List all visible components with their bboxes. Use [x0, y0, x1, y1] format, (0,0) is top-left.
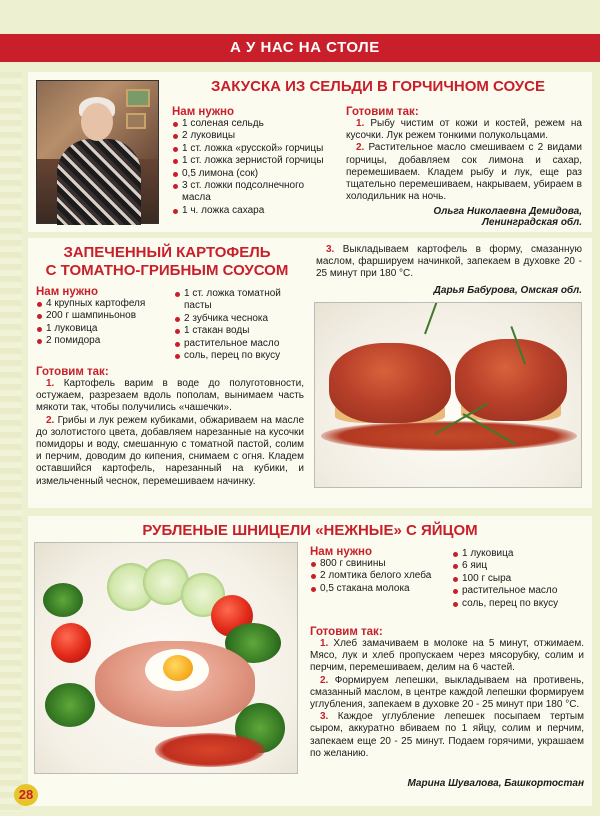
section-title: А У НАС НА СТОЛЕ	[230, 39, 380, 56]
schnitzel-dish-photo	[34, 542, 298, 774]
ingredient-item: 0,5 лимона (сок)	[172, 168, 332, 180]
step-text: Каждое углубление лепешек посыпаем тертым сыром, аккуратно вбиваем по 1 яйцу, солим и перчим, запекаем еще 20 - 25 минут. Подаем горячими, украшаем по желанию.	[310, 711, 584, 759]
recipe-title: РУБЛЕНЫЕ ШНИЦЕЛИ «НЕЖНЫЕ» С ЯЙЦОМ	[142, 522, 478, 539]
recipe-title	[32, 244, 302, 280]
step-number: 2.	[356, 142, 369, 154]
ingredients-block	[172, 106, 332, 217]
recipe-step	[310, 638, 584, 675]
ingredient-item: 1 ст. ложка томатной пасты	[174, 288, 304, 313]
ingredient-item: 1 ст. ложка зернистой горчицы	[172, 155, 332, 167]
recipe-title: ЗАКУСКА ИЗ СЕЛЬДИ В ГОРЧИЧНОМ СОУСЕ	[211, 78, 545, 95]
steps-block	[310, 626, 584, 760]
step-text: Выкладываем картофель в форму, смазанную маслом, фаршируем начинкой, запекаем в духовке 20 - 25 минут при 180 °С.	[316, 244, 582, 280]
recipe-step	[310, 675, 584, 712]
step-text: Формируем лепешки, выкладываем на противень, смазанный маслом, в центре каждой лепешки формируем углубления, запекаем в духовке 20 - 25 минут при 180 °С.	[310, 674, 584, 711]
steps-list	[36, 378, 304, 488]
step-3	[316, 244, 582, 281]
ingredient-item: 200 г шампиньонов	[36, 310, 171, 322]
ingredients-label: Нам нужно	[36, 286, 99, 298]
step-3-block	[316, 244, 582, 296]
recipe-step	[36, 378, 304, 415]
ingredient-item: 1 соленая сельдь	[172, 118, 332, 130]
step-text: Рыбу чистим от кожи и костей, режем на кусочки. Лук режем тонкими полукольцами.	[346, 118, 582, 142]
step-text: Растительное масло смешиваем с 2 видами горчицы, добавляем сок лимона и сахар, перемешиваем. Кладем рыбу и лук, еще раз тщательно перемешиваем, накрываем, убираем в холодильник на ночь.	[346, 142, 582, 203]
ingredients-list-left	[310, 558, 445, 595]
recipe-title-line2: С ТОМАТНО-ГРИБНЫМ СОУСОМ	[45, 262, 289, 279]
ingredient-item: 2 луковицы	[172, 130, 332, 142]
ingredient-item: 2 помидора	[36, 335, 171, 347]
corner-ornament-icon	[24, 34, 48, 62]
step-number: 3.	[320, 711, 338, 723]
ingredients-label: Нам нужно	[172, 106, 235, 118]
potato-dish-photo	[314, 302, 582, 488]
steps-block	[346, 106, 582, 228]
steps-label: Готовим так:	[36, 366, 109, 378]
steps-list	[310, 638, 584, 760]
ingredient-item: растительное масло	[452, 585, 584, 597]
recipe-step	[346, 118, 582, 142]
ingredient-item: 6 яиц	[452, 560, 584, 572]
ingredient-item: 2 зубчика чеснока	[174, 313, 304, 325]
decorative-stripe	[0, 72, 22, 812]
author-region: Ленинградская обл.	[482, 217, 582, 229]
recipe-step	[36, 415, 304, 488]
ingredient-item: 1 ч. ложка сахара	[172, 205, 332, 217]
ingredient-item: соль, перец по вкусу	[174, 350, 304, 362]
steps-block	[36, 366, 304, 488]
author-name: Дарья Бабурова, Омская обл.	[433, 284, 582, 296]
ingredients-right	[174, 288, 304, 362]
step-text: Картофель варим в воде до полуготовности, остужаем, разрезаем вдоль пополам, вынимаем часть мякоти так, чтобы получились «чашечки».	[36, 378, 304, 414]
author-photo	[36, 80, 159, 224]
ingredients-list-right	[452, 548, 584, 610]
ingredients-list-right	[174, 288, 304, 362]
ingredient-item: 2 ломтика белого хлеба	[310, 570, 445, 582]
ingredients-left	[36, 286, 171, 348]
ingredient-item: растительное масло	[174, 338, 304, 350]
ingredient-item: 4 крупных картофеля	[36, 298, 171, 310]
steps-label: Готовим так:	[310, 626, 383, 638]
ingredient-item: 800 г свинины	[310, 558, 445, 570]
ingredient-item: 0,5 стакана молока	[310, 583, 445, 595]
ingredients-label: Нам нужно	[310, 546, 373, 558]
ingredients-left	[310, 546, 445, 595]
recipe-herring	[28, 72, 592, 232]
step-text: Грибы и лук режем кубиками, обжариваем на масле до золотистого цвета, добавляем нарезанные на кусочки помидоры и воду, смешанную с томатной пастой, солим и перчим, доводим до кипения, снимаем с огня. Кладем оставшийся картофель, нарезанный на кубики, и измельченный чеснок, перемешиваем начинку.	[36, 414, 305, 487]
recipe-schnitzel	[28, 516, 592, 806]
recipe-step	[316, 244, 582, 281]
ingredient-item: 1 луковица	[36, 323, 171, 335]
step-number: 2.	[46, 414, 58, 426]
ingredient-item: 1 стакан воды	[174, 325, 304, 337]
ingredients-list	[172, 118, 332, 217]
ingredient-item: 1 ст. ложка «русской» горчицы	[172, 143, 332, 155]
ingredient-item: соль, перец по вкусу	[452, 598, 584, 610]
steps-list	[346, 118, 582, 203]
recipe-potato	[28, 238, 592, 508]
step-number: 2.	[320, 674, 335, 686]
page-number: 28	[14, 784, 38, 806]
author-name: Марина Шувалова, Башкортостан	[407, 778, 584, 789]
step-number: 1.	[356, 118, 371, 129]
ingredients-right	[452, 548, 584, 610]
author-name: Ольга Николаевна Демидова,	[433, 206, 582, 218]
ingredient-item: 100 г сыра	[452, 573, 584, 585]
ingredient-item: 3 ст. ложки подсолнечного масла	[172, 180, 332, 205]
step-number: 1.	[46, 378, 64, 389]
recipe-step	[346, 142, 582, 203]
steps-label: Готовим так:	[346, 106, 419, 118]
section-header	[0, 34, 600, 62]
ingredients-list-left	[36, 298, 171, 348]
ingredient-item: 1 луковица	[452, 548, 584, 560]
step-number: 3.	[326, 244, 343, 255]
recipe-title-line1: ЗАПЕЧЕННЫЙ КАРТОФЕЛЬ	[63, 244, 271, 261]
step-text: Хлеб замачиваем в молоке на 5 минут, отжимаем. Мясо, лук и хлеб пропускаем через мясорубку, солим и перчим, перемешиваем, делим на 6 частей.	[310, 638, 584, 674]
step-number: 1.	[320, 638, 334, 649]
recipe-step	[310, 711, 584, 760]
